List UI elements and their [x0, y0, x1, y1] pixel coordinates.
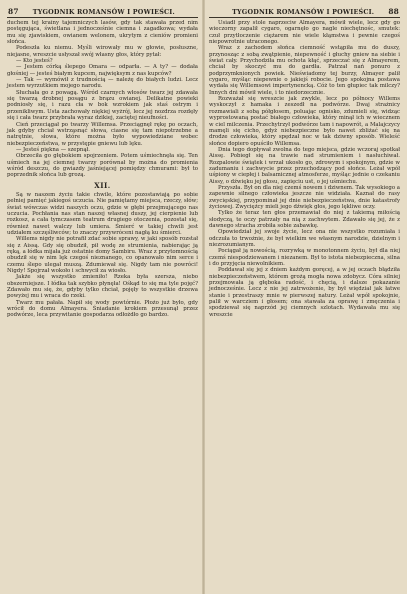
paragraph: Są w naszem życiu takie chwile, które pozostawiają po sobie pełniej pamięć jakiegoś uczucia. Nie pamiętamy miejsca, rzeczy, słów; świat wówczas widzi naszych oczu, gdzie w głębi przejmującego nas uczucia. Pochłania nas stan naszej własnej duszy, jej cierpienie lub rozkosz, a cała tymczasem teatrum drugiego otoczenia, pozostał się, również nawet walczy lub umiera. Śmierć w takiej chwili jest udziałem szczęśliwców; to znaczy przywróceni nagłą ku śmierci.: [7, 191, 198, 236]
right-running-title: TYGODNIK ROMANSÓW I POWIEŚCI.: [232, 8, 375, 16]
paragraph: Tylko że teraz ten głos przemawiał do niej z takiemą miłością słodyczą, te oczy patrzały na nią z zachwytem. Zdawało się jej, że z dawnego stracha zrobiła sobie zabawkę.: [209, 210, 400, 229]
paragraph: — Jestem córką ślepego Omara — odparła. — A ty? — dodała głośniej — jesteś białym kupcem, najwięksym z nas kupców?: [7, 64, 198, 77]
paragraph: Usiadł przy stole naprzeciw Almayera, mówił wiele, lecz gdy go wieczorny zapalił cygaro, ogarnęło go nagle niechętnośc, smutek: czuł przytłoczenie ciężarem nie wiele kłąmstwa i pewnie czegoś niepowrotnie utraconego.: [209, 20, 400, 46]
right-running-head: [209, 7, 400, 18]
right-text-column: [209, 20, 400, 318]
paragraph: Rozważał się wreszcie jak zwykle, lecz po północy Willems wyskoczył z hamaka i zeszedł na podwórze. Dwaj strażnicy rozmawiali z sobą półgłosem, poluając ognisko, zdumieli się, widząc wyprostowaną postać białego człowieka, który minął ich w wiecznem w ciel milczenia. Przechytrzył podwórze tam i napowrót, a Malajczycy mamęli się cicho, gdyż niebezpieczne było nawet zbliżać się na drodze człowieka, który spędzał noc w tak dziwny sposób. Wieleść słońce dopiero opuściło Willemsa.: [209, 96, 400, 147]
paragraph: Dnia tego dopływał zwolna do tego miejsca, gdzie wczoraj spotkał Aissę. Pobiegł się na trawie nad strumieniem i nasłuchiwał. Rozpalowie świątek i wrzał ukosło go, zdrowym i spokojnym, gdzie w zadumaniu i zachwycie przez przechodzący pod słońce. Leżał wpół uśpiony w ciepłej i balsamicznej atmosferze, myśląc jednie o czekaniu Aissy, o dźwięku jej głosu, zapięciu ust, o jej uśmiechu.: [209, 146, 400, 185]
left-page-number: 87: [8, 7, 19, 16]
left-running-title: TYGODNIK ROMANSÓW I POWIEŚCI.: [32, 8, 175, 16]
paragraph: Twarz mu pałała. Napił się wody powtórnie. Płożo już było, gdy wrócił do domu Almayera. Śniadanie krokiem przesunął przez podwórze, leca przywitanie gospodarza odłożdło go bardzo.: [7, 299, 198, 319]
paragraph: Obrzeciła go głębokiem spojrzeniem. Potem uśmiechnęła się. Ten uśmiech na jej ciemnej twarzy porównał by można do promienia wśród deszczu, do gwiazdy jaśniejącej pomiędzy chmurami: był to poprzednik słońca lub grozą.: [7, 153, 198, 179]
paragraph: Słuchała go z powagą. Wśród czarnych włosów twarz jej zdawała się twarzą drobnej posągu z brązu owianej. Delikatne powieki podniosły się, i razu cła w bok wzrokiem jak staś ostrym i przenikliwym. Usta zachowały niękiej wyżrój, lecz jej nozdrza rozdęły się i cała twarz przybrała wyraz dzikiej, zaciętej nieufności.: [7, 89, 198, 122]
paragraph: — Tak — wymówił z trudnością — należę do białych ludzi. Lecz jestem wyrzutkiem mojego narodu.: [7, 77, 198, 90]
paragraph: Poddawał się jej z dniem każdym goręcej, a w jej oczach błądziła niebezpieczeństwem, którem grożą mogła nowa zdobycz. Córa silniej przejmowała ją głęboka radość, i chęcią, i dalsze pokazanie jednocześnie. Lecz z nie jej zatrwożenie, by był więdział jak łatwe stanie i przestraszy mnie w pierwszej natury. Leżał wpół spokojnie, palił w warcziem i głosem; ona stawała za oprawę i zmęczenia i spodziewał się naprzód jej ciemnych szlotach. Wydawała mu się wreszcie: [209, 267, 400, 318]
paragraph: Jakże się wszystko zmieniło! Rzeka była szersza, niebo obszerniejsze. I łódka tak szybko płynęła! Ośkąd to się ma tyle pojęć? Zdawało mu się, że, gdyby tylko chciał, pojęły to wszystkie drzewa powyżej mu i wraca do rzeki.: [7, 274, 198, 300]
paragraph: Podeszła ku niemu. Myśli wirowały mu w głowie, posłuszne, niejasne, wreszcie usłyszał swój własny głos, który pytał:: [7, 45, 198, 58]
right-page-number: 88: [388, 7, 399, 16]
left-page: [0, 0, 203, 594]
paragraph: Pociągał ją nowością, rozrywką w monotonnem życiu, był dla niej czemś niespodziewanem i niezanem. Był to istota niebezpieczna, silna i do przyjęcia niewolnikiem.: [209, 248, 400, 268]
paragraph: Cień przeciągał po twarzy Willemsa. Przeciągnęł rękę po oczach, jak gdyby chciał wstrząsnąć słowa, ciasne się tam niepotrzebne a natrętnie, słowa, które można było wypowiedziane wobec niebezpieczeństwa, w przystępie gniewu lub lęku.: [7, 121, 198, 147]
left-running-head: [7, 7, 198, 18]
paragraph: — Kto jesteś?: [16, 58, 53, 65]
paragraph: Wraz z zachodem słońca ciemność wstąpiła mu do duszy, przynosząc z sobą zwątpienie, niepewność i głuchy gniew na siebie i świat cały. Przychodziła mu ochota kłąć, sprzeczać się z Almayerem, chciał by skoczyć mu do gardła. Patrzał nań ponuro z podprzymknionych powiek. Nieświadomy tej burzy, Almayer palił cygaro, myśląc niepewnie o jakiejś robocie. Jego spokojna postawa wydała się Willemsowi impertynencką. Cóż to ten głupiec tak milczy? Innych dni mówił wiele, i to niedorzecznie.: [209, 45, 400, 96]
left-text-column: [7, 20, 198, 319]
paragraph: Opowiedział jej swoje życie, lecz ona nie wszystko rozumiała i odczuła to trwożnie, że był wielkim we własnym narodzie, dzielnym i niezrozumianym.: [209, 229, 400, 249]
paragraph: — Jesteś piękna — szepnął.: [16, 146, 90, 153]
right-page: [204, 0, 407, 594]
paragraph: Przyszła. Był on dla niej czemś nowem i dziwnem. Tak wysokiego a zapewnie silnego człowieka jeszcze nie widziała. Kaznał do rasy zwycięskiej, przypominał jej dnie niebezpieczeństwa, dnie katastrofy życiowej. Zwyciężcy mieli jego dźwięk głos, jego lękliwe oczy.: [209, 184, 400, 210]
chapter-heading: XII.: [94, 180, 111, 190]
paragraph: duchem tej krainy tajemniczych lasów, gdy tak stawała przed nim postęgująca, świetlana i jednocześnie ciemna i zagadkowa; wydała mu się zjawiskiem, owianem welonem, ukrytym z cieniów promieni słońca.: [7, 20, 198, 46]
paragraph: Willems nigdy nie potrafił zdać sobie sprawy, w jaki sposób rozstał się z Aissą. Gdy się obudził, pił wodę ze strumienia, nabierając ją ręką, a łódka mijała już ostatnie domy Sambiru. Wraz z przytomnością obudził się w nim lęk czegoś nieznanego, co opanowało nim serce i czemu ślepo ulegał muszą. Zdumiewał się. Nigdy tam nie powróci! Nigdy! Spojrzał wokoło i schwycił za wiosło.: [7, 236, 198, 275]
